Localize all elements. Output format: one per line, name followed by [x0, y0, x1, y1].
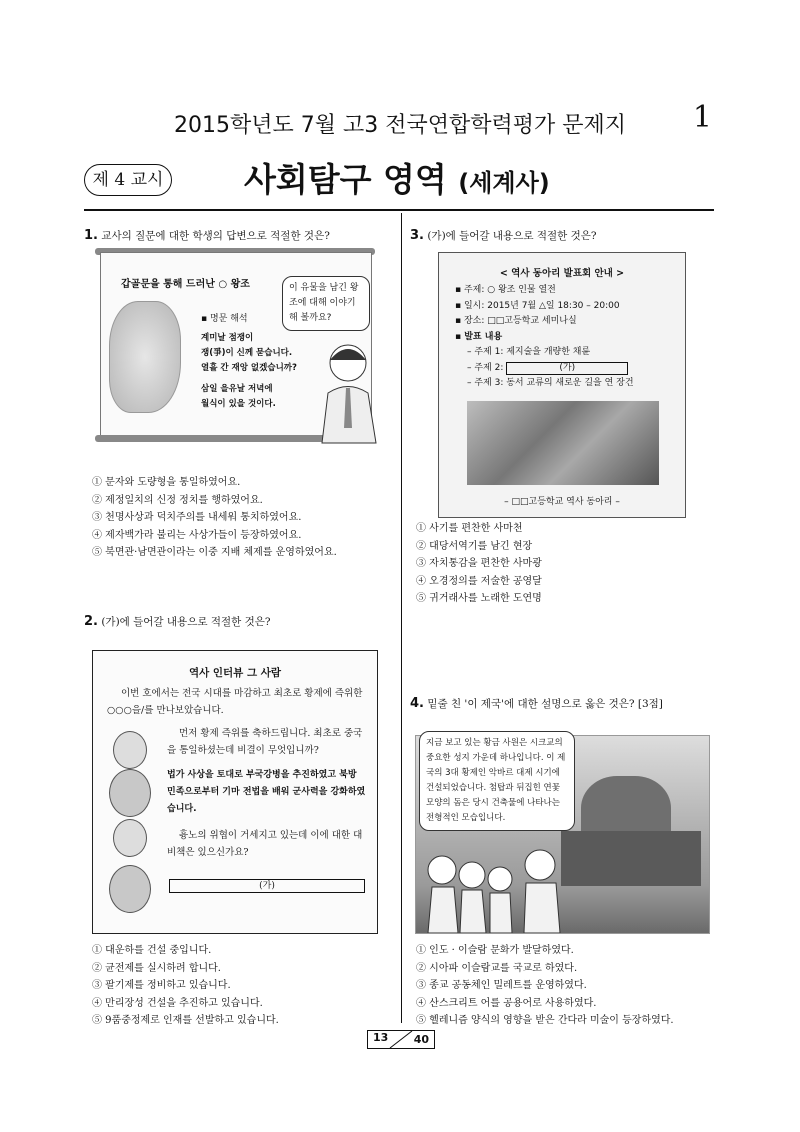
choice-item[interactable]: ① 인도 · 이슬람 문화가 발달하였다. — [416, 945, 574, 956]
exam-title: 2015학년도 7월 고3 전국연합학력평가 문제지 — [174, 113, 626, 138]
topic-2-label: – 주제 2: — [467, 362, 504, 373]
page-number: 1 — [692, 100, 712, 135]
choice-item[interactable]: ① 대운하를 건설 중입니다. — [92, 945, 212, 956]
q1-number: 1. — [84, 228, 98, 243]
q2-number: 2. — [84, 614, 98, 629]
q1-stem-text: 교사의 질문에 대한 학생의 답변으로 적절한 것은? — [101, 230, 330, 242]
q2-interview-book — [92, 650, 378, 934]
column-divider — [401, 213, 402, 1023]
q2-stem — [84, 614, 271, 629]
poster-topic-2 — [455, 361, 634, 377]
subject-main: 사회탐구 영역 — [244, 160, 447, 199]
interview-answer-1: 법가 사상을 토대로 부국강병을 추진하였고 북방 민족으로부터 기마 전법을 배워 군사력을 강화하였습니다. — [167, 770, 366, 814]
poster-title: < 역사 동아리 발표회 안내 > — [499, 268, 625, 279]
choice-item[interactable]: ④ 산스크리트 어를 공용어로 사용하였다. — [416, 997, 597, 1009]
q4-choices — [416, 942, 674, 1030]
q3-stem-text: (가)에 들어갈 내용으로 적절한 것은? — [427, 230, 597, 242]
q2-choices — [92, 942, 279, 1030]
page-counter — [367, 1030, 435, 1049]
scroll-text — [201, 331, 297, 412]
page-total: 40 — [413, 1033, 429, 1046]
choice-item[interactable]: ② 제정일치의 신정 정치를 행하였어요. — [92, 494, 263, 506]
scroll-line: 쟁(爭)이 신께 묻습니다. — [201, 348, 293, 358]
choice-item[interactable]: ② 시아파 이슬람교를 국교로 하였다. — [416, 962, 578, 974]
choice-item[interactable]: ③ 천명사상과 덕치주의를 내세워 통치하였어요. — [92, 512, 302, 523]
choice-item[interactable]: ⑤ 북면관·남면관이라는 이중 지배 체제를 운영하였어요. — [92, 547, 337, 558]
q3-number: 3. — [410, 228, 424, 243]
scroll-line: 계미날 점쟁이 — [201, 333, 254, 343]
q3-poster — [438, 252, 686, 518]
poster-topic-3: – 주제 3: 동서 교류의 새로운 길을 연 장건 — [467, 378, 634, 388]
teacher-speech-bubble: 이 유물을 남긴 왕조에 대해 이야기해 볼까요? — [282, 276, 370, 331]
poster-place: ▪ 장소: □□고등학교 세미나실 — [455, 316, 577, 326]
scroll-item: ▪ 명문 해석 — [201, 314, 248, 324]
scroll-line: 월식이 있을 것이다. — [201, 399, 276, 409]
choice-item[interactable]: ⑤ 귀거래사를 노래한 도연명 — [416, 593, 542, 604]
mural-image — [467, 401, 659, 485]
q4-stem — [410, 696, 663, 711]
q3-choices — [416, 520, 542, 608]
book-intro: 이번 호에서는 전국 시대를 마감하고 최초로 황제에 즉위한 ○○○을/를 만나보았습니다. — [107, 688, 363, 716]
q1-choices — [92, 474, 337, 562]
teacher-figure — [310, 338, 390, 448]
subject-sub: (세계사) — [458, 169, 550, 197]
choice-item[interactable]: ② 대당서역기를 남긴 현장 — [416, 540, 533, 552]
poster-topic: ▪ 주제: ○ 왕조 인물 열전 — [455, 285, 556, 295]
q3-stem — [410, 228, 597, 243]
header-rule — [84, 209, 714, 211]
q1-stem — [84, 228, 330, 243]
choice-item[interactable]: ① 사기를 편찬한 사마천 — [416, 523, 523, 534]
subject-title — [244, 154, 550, 201]
interviewer-avatar — [113, 731, 147, 769]
interview-question-2: 흉노의 위협이 거세지고 있는데 이에 대한 대비책은 있으신가요? — [167, 830, 363, 858]
choice-item[interactable]: ① 문자와 도량형을 통일하였어요. — [92, 477, 241, 488]
emperor-avatar — [109, 865, 151, 913]
temple-base-shape — [561, 831, 701, 886]
poster-topic-1: – 주제 1: 제지술을 개량한 채륜 — [467, 347, 591, 357]
book-title: 역사 인터뷰 그 사람 — [188, 667, 282, 679]
poster-footer: – □□고등학교 역사 동아리 – — [504, 497, 620, 507]
interview-question-1: 먼저 황제 즉위를 축하드립니다. 최초로 중국을 통일하셨는데 비결이 무엇입니까? — [167, 728, 363, 756]
oracle-bone-image — [109, 301, 181, 413]
poster-content-label: ▪ 발표 내용 — [455, 331, 503, 342]
answer-blank-box: (가) — [169, 879, 365, 893]
topic-2-blank: (가) — [506, 362, 628, 375]
choice-item[interactable]: ③ 종교 공동체인 밀레트를 운영하였다. — [416, 980, 587, 991]
choice-item[interactable]: ⑤ 9품중정제로 인재를 선발하고 있습니다. — [92, 1015, 279, 1026]
q4-stem-text: 밑줄 친 '이 제국'에 대한 설명으로 옳은 것은? [3점] — [427, 698, 663, 710]
q2-stem-text: (가)에 들어갈 내용으로 적절한 것은? — [101, 616, 271, 628]
interviewer-avatar — [113, 819, 147, 857]
scroll-title: 갑골문을 통해 드러난 ○ 왕조 — [121, 279, 250, 290]
choice-item[interactable]: ④ 만리장성 건설을 추진하고 있습니다. — [92, 997, 263, 1009]
poster-details — [455, 283, 634, 392]
choice-item[interactable]: ④ 제자백가라 불리는 사상가들이 등장하였어요. — [92, 529, 302, 541]
choice-item[interactable]: ③ 자치통감을 편찬한 사마광 — [416, 558, 542, 569]
poster-date: ▪ 일시: 2015년 7월 △일 18:30 – 20:00 — [455, 300, 620, 311]
guide-speech-bubble: 지금 보고 있는 황금 사원은 시크교의 중요한 성지 가운데 하나입니다. 이 제국의 3대 황제인 악바르 대제 시기에 건설되었습니다. 첨탑과 뒤집힌 연꽃 모양의 돔은 당시 건축물에 나타나는 전형적인 모습입니다. — [419, 731, 575, 831]
scroll-line: 삼일 을유날 저녁에 — [201, 384, 273, 394]
emperor-avatar — [109, 769, 151, 817]
choice-item[interactable]: ⑤ 헬레니즘 양식의 영향을 받은 간다라 미술이 등장하였다. — [416, 1015, 674, 1026]
choice-item[interactable]: ② 균전제를 실시하려 합니다. — [92, 962, 221, 974]
period-badge: 제 4 교시 — [84, 164, 172, 196]
tourists-figure — [420, 845, 570, 933]
page-current: 13 — [373, 1031, 389, 1044]
q4-number: 4. — [410, 696, 424, 711]
choice-item[interactable]: ④ 오경정의를 저술한 공영달 — [416, 575, 542, 587]
choice-item[interactable]: ③ 팔기제를 정비하고 있습니다. — [92, 980, 231, 991]
scroll-line: 열흘 간 재앙 없겠습니까? — [201, 363, 297, 373]
